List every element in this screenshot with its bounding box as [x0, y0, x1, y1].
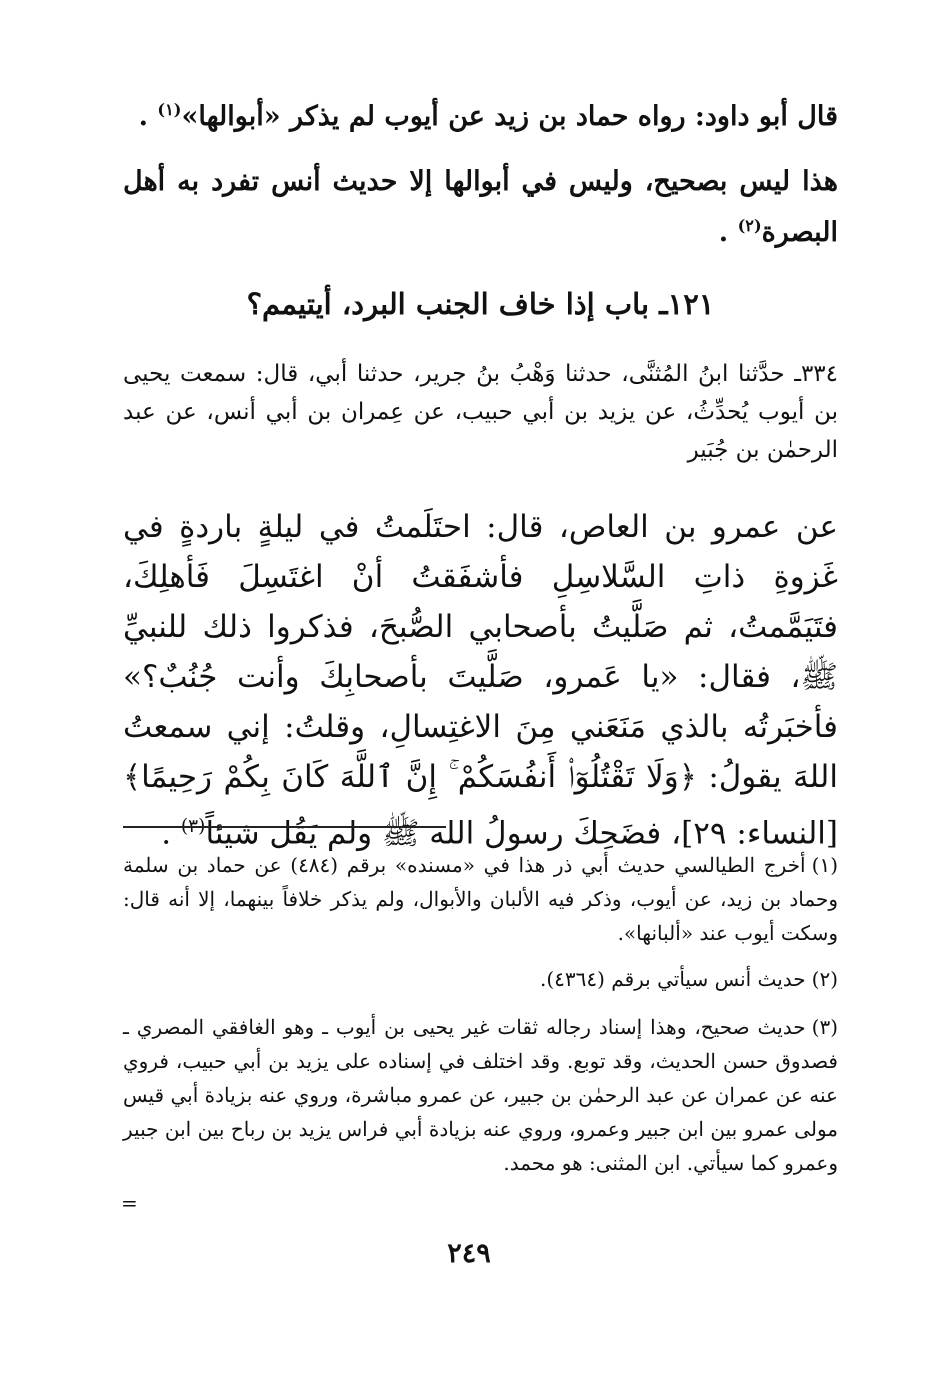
intro-line-basra [123, 160, 838, 255]
matn-end: . [161, 815, 181, 852]
footnote-text: حديث أنس سيأتي برقم (٤٣٦٤). [539, 967, 806, 991]
footnote-number: (٣) [811, 1015, 838, 1039]
intro-text: هذا ليس بصحيح، وليس في أبوالها إلا حديث أنس تفرد به أهل البصرة [123, 166, 838, 248]
footnote-text: حديث صحيح، وهذا إسناد رجاله ثقات غير يحيى بن أيوب ـ وهو الغافقي المصري ـ فصدوق حسن الحديث، وقد توبع. وقد اختلف في إسناده على يزيد بن أبي حبيب، فروي عنه عن عمران عن عبد الرحمٰن بن جبير، عن عمرو مباشرة، وروي عنه بزيادة أبي قيس مولى عمرو بين ابن جبير وعمرو، وروي عنه بزيادة أبي فراس يزيد بن رباح بين ابن جبير وعمرو كما سيأتي. ابن المثنى: هو محمد. [123, 1015, 838, 1175]
footnote-ref: (٢) [737, 216, 762, 235]
intro-text: قال أبو داود: رواه حماد بن زيد عن أيوب لم يذكر «أبوالها» [181, 101, 838, 132]
footnote-text: أخرج الطيالسي حديث أبي ذر هذا في «مسنده» برقم (٤٨٤) عن حماد بن سلمة وحماد بن زيد، عن أيوب، وذكر فيه الألبان والأبوال، ولم يذكر خلافاً بينهما، إلا أنه قال: وسكت أيوب عند «ألبانها». [123, 853, 838, 945]
footnote-2 [123, 962, 838, 996]
footnote-ref: (١) [157, 100, 182, 119]
intro-line-abu-dawud [123, 88, 838, 139]
footnote-3 [123, 1010, 838, 1180]
footnote-number: (٢) [811, 967, 838, 991]
chapter-heading: ١٢١ـ باب إذا خاف الجنب البرد، أيتيمم؟ [246, 287, 715, 321]
intro-end: . [138, 101, 158, 132]
hadith-matn [123, 502, 838, 858]
hadith-isnad: ٣٣٤ـ حدَّثنا ابنُ المُثنَّى، حدثنا وَهْبُ بنُ جرير، حدثنا أبي، قال: سمعت يحيى بن أيوب يُحدِّثُ، عن يزيد بن أبي حبيب، عن عِمران بن أبي أنس، عن عبد الرحمٰن بن جُبَير [123, 361, 838, 463]
matn-text: عن عمرو بن العاص، قال: احتَلَمتُ في ليلةٍ باردةٍ في غَزوةِ ذاتِ السَّلاسِلِ فأشفَقتُ أنْ اغتَسِلَ فَأهلِكَ، فتَيَمَّمتُ، ثم صَلَّيتُ بأصحابي الصُّبحَ، فذكروا ذلك للنبيِّ ﷺ، فقال: «يا عَمرو، صَلَّيتَ بأصحابِكَ وأنت جُنُبٌ؟» فأخبَرتُه بالذي مَنَعَني مِنَ الاغتِسالِ، وقلتُ: إني سمعتُ اللهَ يقولُ: ﴿وَلَا تَقْتُلُوٓا۟ أَنفُسَكُمْ ۚ إِنَّ ٱللَّهَ كَانَ بِكُمْ رَحِيمًا﴾ [النساء: ٢٩]، فضَحِكَ رسولُ الله ﷺ ولم يَقُل شيئاً [123, 509, 838, 852]
footnote-ref: (٣) [180, 816, 206, 837]
intro-end: . [718, 217, 738, 248]
footnote-divider [123, 826, 446, 828]
continuation-mark: = [121, 1191, 138, 1215]
footnote-number: (١) [811, 853, 838, 877]
footnote-1 [123, 848, 838, 950]
page-number: ٢٤٩ [447, 1238, 491, 1269]
